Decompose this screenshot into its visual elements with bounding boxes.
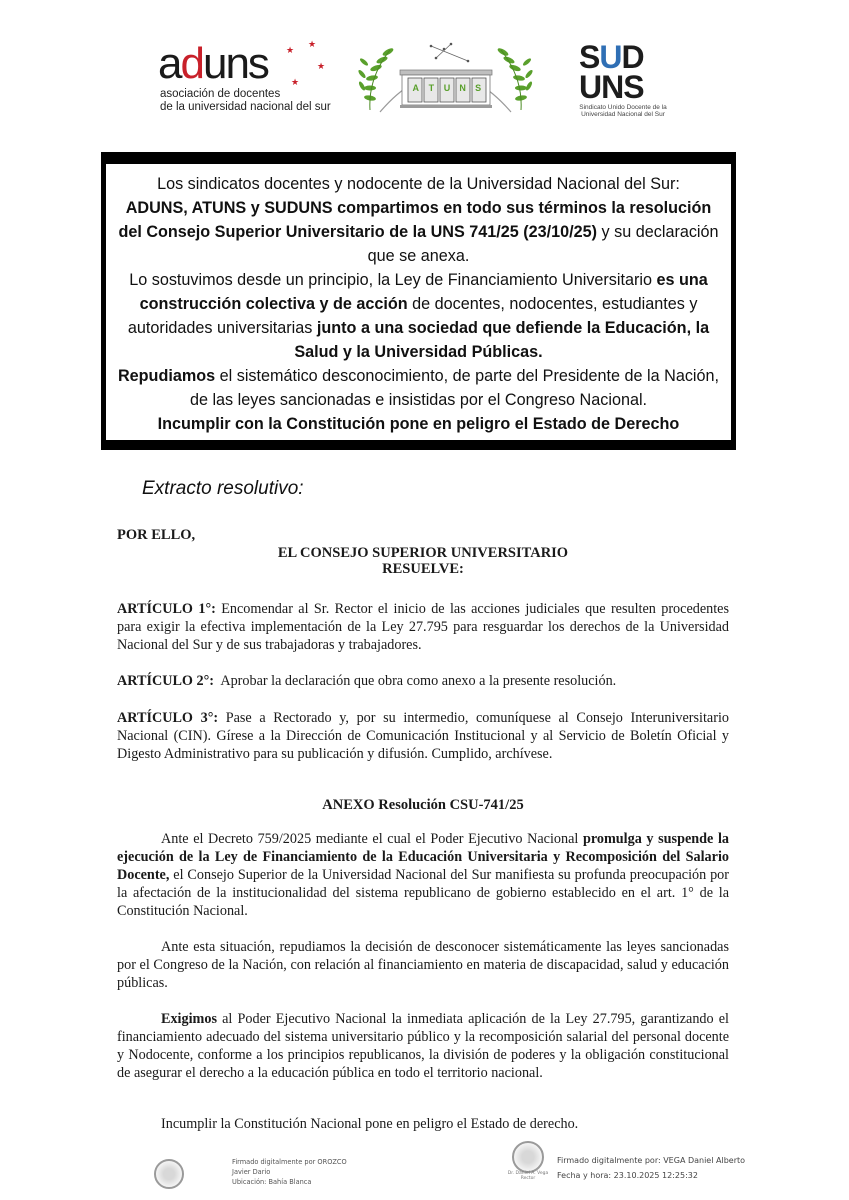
suduns-wordmark-line2: UNS: [579, 69, 644, 105]
suduns-logo: [575, 40, 675, 120]
star-icon: ★: [317, 61, 326, 71]
por-ello-heading: POR ELLO,: [117, 527, 196, 543]
atuns-letters: A T U N S: [412, 83, 482, 93]
aduns-logo: [158, 38, 338, 116]
statement-intro: Los sindicatos docentes y nodocente de la Universidad Nacional del Sur:: [157, 175, 680, 193]
statement-paragraph-2: Lo sostuvimos desde un principio, la Ley de Financiamiento Universitario es una construcción colectiva y de acción de docentes, nodocentes, estudiantes y autoridades universitarias junto a una sociedad que defiende la Educación, la Salud y la Universidad Públicas.: [127, 271, 710, 361]
star-icon: ★: [291, 77, 300, 87]
atuns-logo: [358, 38, 533, 118]
statement-paragraph-4: Incumplir con la Constitución pone en peligro el Estado de Derecho: [157, 415, 680, 433]
annex-title: ANEXO Resolución CSU-741/25: [322, 797, 524, 813]
annex-paragraph-1: Ante el Decreto 759/2025 mediante el cual el Poder Ejecutivo Nacional promulga y suspende la ejecución de la Ley de Financiamiento de la Educación Universitaria y Recomposición del Salario Docente, el Consejo Superior de la Universidad Nacional del Sur manifiesta su profunda preocupación por la afectación de la institucionalidad del sistema republicano de gobierno establecido en el art. 1° de la Constitución Nacional.: [117, 831, 729, 919]
annex-paragraph-3: Exigimos al Poder Ejecutivo Nacional la inmediata aplicación de la Ley 27.795, garantizando el financiamiento adecuado del sistema universitario público y la recomposición salarial del personal docente y Nodocente, conforme a los principios republicanos, la división de poderes y la obligación constitucional de asegurar el derecho a la educación pública en todo el territorio nacional.: [117, 1011, 729, 1081]
suduns-wordmark-line1: SUD: [579, 39, 644, 75]
annex-closing: Incumplir la Constitución Nacional pone en peligro el Estado de derecho.: [161, 1116, 579, 1132]
aduns-wordmark: aduns: [158, 39, 268, 88]
article-3: ARTÍCULO 3°: Pase a Rectorado y, por su intermedio, comuníquese al Consejo Interuniversitario Nacional (CIN). Gírese a la Dirección de Comunicación Institucional y al Servicio de Boletín Oficial y Digesto Administrativo para su publicación y difusión. Cumplido, archívese.: [117, 710, 729, 762]
article-1: ARTÍCULO 1°: Encomendar al Sr. Rector el inicio de las acciones judiciales que resulten procedentes para exigir la efectiva implementación de la Ley 27.795 para resguardar los derechos de la Universidad Nacional del Sur y de sus trabajadoras y trabajadores.: [117, 601, 729, 653]
star-icon: ★: [286, 45, 295, 55]
star-icon: ★: [308, 39, 317, 49]
seal-caption: Dr. Daniel A. Vega Rector: [507, 1171, 549, 1181]
statement-paragraph-1: ADUNS, ATUNS y SUDUNS compartimos en todo sus términos la resolución del Consejo Superior Universitario de la UNS 741/25 (23/10/25) y su declaración que se anexa.: [118, 199, 719, 265]
rector-seal-icon: [512, 1141, 544, 1173]
extract-label: Extracto resolutivo:: [142, 478, 304, 499]
suduns-subtitle: Sindicato Unido Docente de la Universidad Nacional del Sur: [579, 104, 667, 118]
atuns-emblem-icon: [358, 38, 533, 118]
signature-right: Firmado digitalmente por: VEGA Daniel Alberto Fecha y hora: 23.10.2025 12:25:32: [557, 1156, 746, 1180]
signature-left: Firmado digitalmente por OROZCO Javier Dario Ubicación: Bahía Blanca: [232, 1158, 347, 1186]
statement-paragraph-3: Repudiamos el sistemático desconocimiento, de parte del Presidente de la Nación, de las leyes sancionadas e insistidas por el Congreso Nacional.: [117, 367, 720, 409]
statement-box: [101, 152, 736, 450]
statement-text: [106, 164, 731, 436]
annex-paragraph-2: Ante esta situación, repudiamos la decisión de desconocer sistemáticamente las leyes sancionadas por el Congreso de la Nación, con relación al financiamiento en materia de discapacidad, salud y educación públicas.: [117, 939, 729, 991]
signature-seal-icon: [154, 1159, 184, 1189]
council-heading: EL CONSEJO SUPERIOR UNIVERSITARIO RESUELVE:: [277, 545, 569, 577]
aduns-subtitle: asociación de docentes de la universidad nacional del sur: [160, 88, 331, 113]
article-2: ARTÍCULO 2°: Aprobar la declaración que obra como anexo a la presente resolución.: [117, 673, 617, 689]
